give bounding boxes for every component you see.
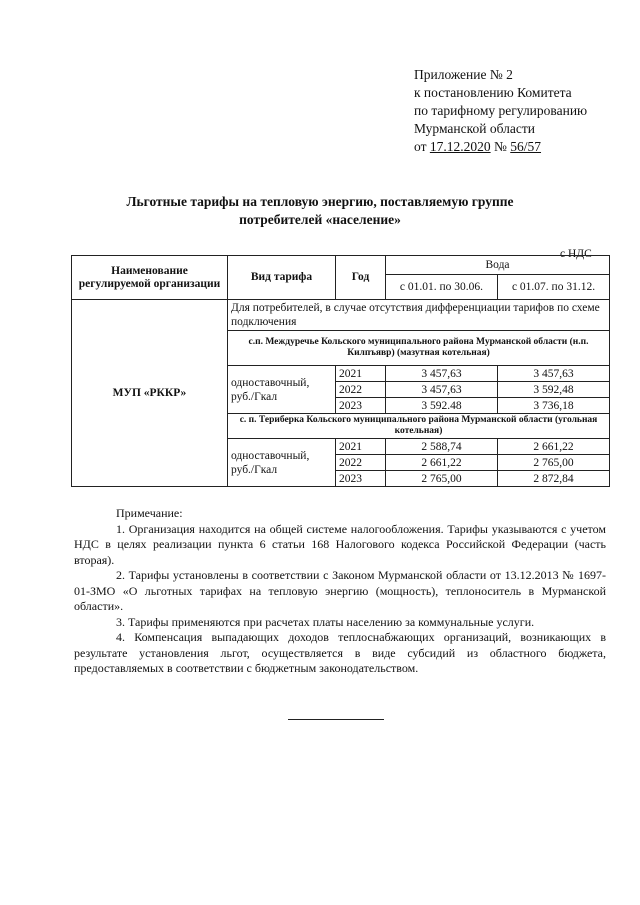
year-cell: 2021 bbox=[336, 366, 386, 382]
number-prefix: № bbox=[490, 139, 511, 154]
tariff-value: 2 661,22 bbox=[498, 439, 610, 455]
notes-heading: Примечание: bbox=[116, 506, 183, 520]
consumers-row bbox=[72, 300, 610, 331]
location-2: с. п. Териберка Кольского муниципального района Мурманской области (угольная котельная) bbox=[228, 414, 610, 439]
year-cell: 2022 bbox=[336, 455, 386, 471]
year-cell: 2023 bbox=[336, 398, 386, 414]
date-prefix: от bbox=[414, 139, 430, 154]
tariff-value: 2 765,00 bbox=[386, 471, 498, 487]
year-cell: 2022 bbox=[336, 382, 386, 398]
closing-divider bbox=[288, 719, 384, 720]
tariff-type-2: одноставочный, руб./Гкал bbox=[228, 439, 336, 487]
tariff-value: 2 765,00 bbox=[498, 455, 610, 471]
consumers-note: Для потребителей, в случае отсутствия дифференциации тарифов по схеме подключения bbox=[228, 300, 610, 331]
year-cell: 2023 bbox=[336, 471, 386, 487]
annex-title: Приложение № 2 bbox=[414, 67, 513, 82]
annex-line-3: по тарифному регулированию bbox=[414, 103, 588, 118]
header-water: Вода bbox=[386, 256, 610, 275]
tariff-type-1: одноставочный, руб./Гкал bbox=[228, 366, 336, 414]
tariff-value: 3 457,63 bbox=[386, 366, 498, 382]
header-tariff-type: Вид тарифа bbox=[228, 256, 336, 300]
annex-line-2: к постановлению Комитета bbox=[414, 85, 572, 100]
header-org: Наименование регулируемой организации bbox=[72, 256, 228, 300]
tariff-value: 3 457,63 bbox=[498, 366, 610, 382]
note-item: 2. Тарифы установлены в соответствии с Законом Мурманской области от 13.12.2013 № 1697-01-ЗМО «О льготных тарифах на тепловую энергию (мощность), теплоноситель в Мурманской области». bbox=[74, 568, 606, 613]
resolution-number: 56/57 bbox=[510, 139, 542, 154]
vat-note: с НДС bbox=[560, 248, 592, 260]
tariff-value: 3 592.48 bbox=[386, 398, 498, 414]
header-year: Год bbox=[336, 256, 386, 300]
tariff-value: 3 457,63 bbox=[386, 382, 498, 398]
header-period-1: с 01.01. по 30.06. bbox=[386, 275, 498, 300]
year-cell: 2021 bbox=[336, 439, 386, 455]
tariff-value: 2 588,74 bbox=[386, 439, 498, 455]
annex-date-line bbox=[414, 138, 587, 156]
annex-block bbox=[414, 66, 587, 156]
notes-section bbox=[74, 506, 606, 677]
note-item: 4. Компенсация выпадающих доходов теплоснабжающих организаций, возникающих в результате установления льгот, осуществляется в виде субсидий из областного бюджета, предоставляемых в соответствии с бюджетным законодательством. bbox=[74, 630, 606, 675]
location-1: с.п. Междуречье Кольского муниципального района Мурманской области (н.п. Килпъявр) (мазутная котельная) bbox=[228, 331, 610, 366]
document-title: Льготные тарифы на тепловую энергию, поставляемую группе потребителей «население» bbox=[126, 194, 514, 227]
note-item: 1. Организация находится на общей системе налогообложения. Тарифы указываются с учетом НДС в целях реализации пункта 6 статьи 168 Налогового кодекса Российской Федерации (часть вторая). bbox=[74, 521, 606, 567]
tariff-value: 2 661,22 bbox=[386, 455, 498, 471]
tariff-value: 3 736,18 bbox=[498, 398, 610, 414]
resolution-date: 17.12.2020 bbox=[429, 139, 491, 154]
note-item: 3. Тарифы применяются при расчетах платы населению за коммунальные услуги. bbox=[116, 614, 535, 629]
organization-name: МУП «РККР» bbox=[72, 300, 228, 487]
annex-line-4: Мурманской области bbox=[414, 121, 535, 136]
header-row-1 bbox=[72, 256, 610, 275]
header-period-2: с 01.07. по 31.12. bbox=[498, 275, 610, 300]
tariff-table bbox=[71, 255, 610, 487]
tariff-value: 3 592,48 bbox=[498, 382, 610, 398]
tariff-value: 2 872,84 bbox=[498, 471, 610, 487]
